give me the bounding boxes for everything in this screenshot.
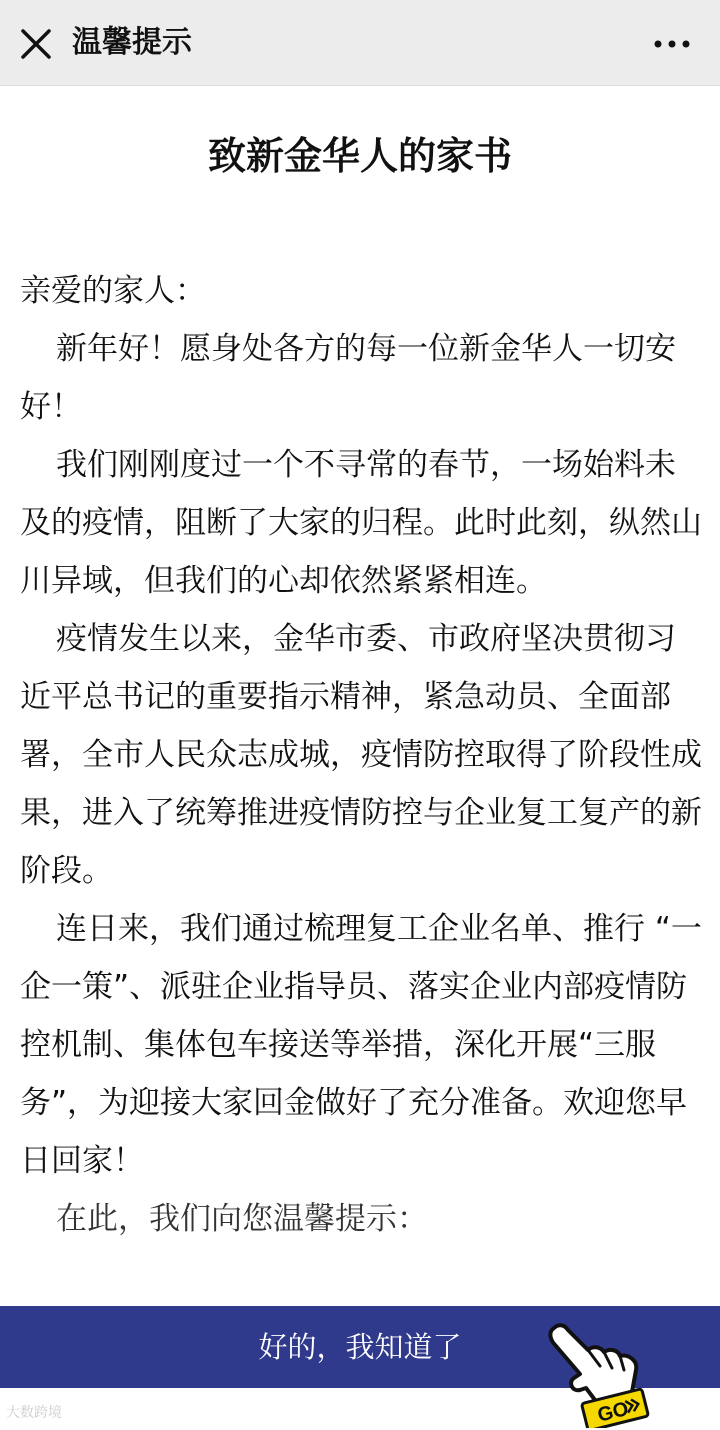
- article-body: [20, 262, 704, 1248]
- more-button[interactable]: [648, 26, 696, 62]
- top-bar: [0, 0, 720, 86]
- close-button[interactable]: [16, 24, 56, 64]
- watermark: 大数跨境: [6, 1405, 62, 1421]
- paragraph: 在此，我们向您温馨提示：: [56, 1201, 428, 1237]
- hand-pointer-icon: [540, 1320, 652, 1428]
- page-title: 温馨提示: [72, 25, 192, 60]
- paragraph: 疫情发生以来，金华市委、市政府坚决贯彻习近平总书记的重要指示精神，紧急动员、全面部署，全市人民众志成城，疫情防控取得了阶段性成果，进入了统筹推进疫情防控与企业复工复产的新阶段。: [20, 621, 702, 889]
- paragraph: 我们刚刚度过一个不寻常的春节，一场始料未及的疫情，阻断了大家的归程。此时此刻，纵然山川异域，但我们的心却依然紧紧相连。: [20, 447, 702, 599]
- go-badge-label: GO: [595, 1397, 631, 1427]
- paragraph: 新年好！愿身处各方的每一位新金华人一切安好！: [20, 331, 676, 425]
- confirm-button[interactable]: 好的，我知道了: [258, 1330, 462, 1364]
- salutation: 亲爱的家人：: [20, 273, 206, 309]
- paragraph: 连日来，我们通过梳理复工企业名单、推行 “一企一策”、派驻企业指导员、落实企业内部疫情防控机制、集体包车接送等举措，深化开展“三服务”，为迎接大家回金做好了充分准备。欢迎您早日回家！: [20, 911, 702, 1179]
- close-icon: [16, 24, 56, 64]
- more-horizontal-icon: [648, 26, 696, 62]
- article-title: 致新金华人的家书: [207, 134, 512, 178]
